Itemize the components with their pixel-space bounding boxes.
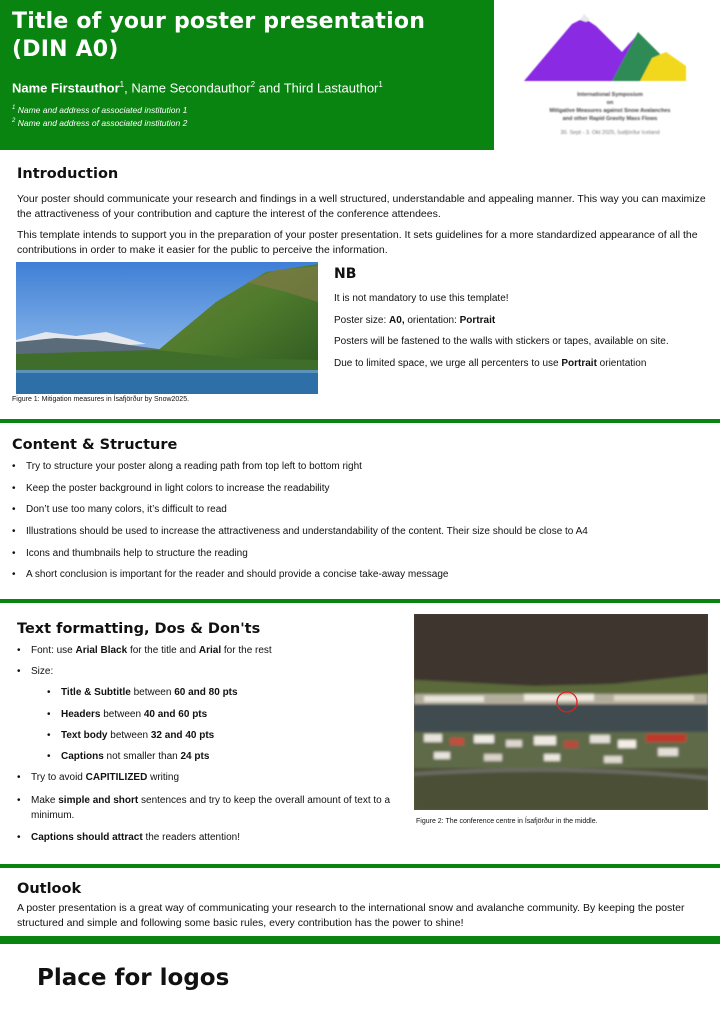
poster-header: [0, 0, 494, 150]
affiliations: [12, 103, 482, 129]
outlook-text: A poster presentation is a great way of communicating your research to the international snow and avalanche community. By keeping the poster structured and simple and following some basic rules, every contribution has the power to shine!: [17, 902, 685, 929]
text-formatting-section: [17, 621, 397, 852]
first-author: Name Firstauthor: [12, 80, 120, 96]
nb-line-2: Poster size: A0, orientation: Portrait: [334, 314, 496, 326]
outlook-section: [17, 881, 707, 931]
introduction-heading: Introduction: [17, 166, 119, 182]
list-item: • Headers between 40 and 60 pts: [47, 708, 397, 721]
list-item: • Try to avoid CAPITILIZED writing: [17, 771, 397, 784]
section-divider: [0, 419, 720, 423]
introduction-paragraph-2: This template intends to support you in the preparation of your poster presentation. It sets guidelines for a more standardized appearance of all the contributions in order to make it easier for the public to perceive the information.: [17, 229, 698, 256]
affiliation-2: $^2$ Name and address of associated institution 2: [12, 117, 188, 128]
size-sublist: [31, 686, 397, 763]
list-item: • Text body between 32 and 40 pts: [47, 729, 397, 742]
list-item: • Font: use Arial Black for the title and Arial for the rest: [17, 644, 397, 657]
list-item: • Illustrations should be used to increase the attractiveness and understandability of the content. Their size should be close to A4: [12, 525, 712, 538]
content-structure-heading: Content & Structure: [12, 437, 178, 453]
figure-1-caption: Figure 1: Mitigation measures in Ísafjörður by Snow2025.: [12, 396, 190, 403]
figure-2-caption: Figure 2: The conference centre in Ísafjörður in the middle.: [416, 818, 598, 825]
nb-line-3: Posters will be fastened to the walls with stickers or tapes, available on site.: [334, 336, 669, 347]
third-author: Third Lastauthor: [283, 80, 379, 96]
list-item: • Keep the poster background in light colors to increase the readability: [12, 482, 712, 495]
list-item: • Icons and thumbnails help to structure the reading: [12, 547, 712, 560]
introduction-section: [17, 166, 707, 258]
list-item: • Try to structure your poster along a reading path from top left to bottom right: [12, 460, 712, 473]
affiliation-1: $^1$ Name and address of associated institution 1: [12, 105, 188, 116]
outlook-heading: Outlook: [17, 881, 82, 897]
content-structure-list: [12, 460, 712, 581]
nb-heading: NB: [334, 266, 357, 282]
nb-line-4: Due to limited space, we urge all percenters to use Portrait orientation: [334, 357, 647, 369]
poster-title: Title of your poster presentation (DIN A0): [12, 9, 426, 62]
text-formatting-heading: Text formatting, Dos & Don'ts: [17, 621, 261, 637]
section-divider: [0, 599, 720, 603]
mountain-logo-icon: [520, 8, 700, 88]
list-item: • A short conclusion is important for the reader and should provide a concise take-away message: [12, 568, 712, 581]
logos-placeholder-heading: Place for logos: [37, 965, 230, 991]
list-item: • Title & Subtitle between 60 and 80 pts: [47, 686, 397, 699]
author-list: Name Firstauthor$^1$, Name Secondauthor$^2$ and Third Lastauthor$^1$: [12, 80, 383, 96]
section-divider: [0, 936, 720, 944]
list-item: • Make simple and short sentences and try to keep the overall amount of text to a minimum.: [17, 793, 397, 823]
nb-section: [334, 266, 714, 371]
figure-2-image: [414, 614, 708, 810]
second-author: Name Secondauthor: [131, 80, 251, 96]
list-item: • Captions should attract the readers attention!: [17, 831, 397, 844]
content-structure-section: [12, 437, 712, 590]
list-item: • Size: • Title & Subtitle between 60 and 80 pts • Headers between 40 and 60 pts • Text body between 32 and 40 pts • Captions not smaller than 24 pts: [17, 665, 397, 763]
section-divider: [0, 864, 720, 868]
nb-line-1: It is not mandatory to use this template!: [334, 293, 509, 304]
list-item: • Captions not smaller than 24 pts: [47, 750, 397, 763]
introduction-paragraph-1: Your poster should communicate your research and findings in a well structured, understandable and appealing manner. This way you can maximize the attractiveness of your contribution and capture the interest of the conference attendees.: [17, 193, 706, 220]
text-formatting-list: [17, 644, 397, 844]
figure-1-image: [16, 262, 318, 394]
conference-logo: International Symposium on Mitigative Measures against Snow Avalanches and other Rapid Gravity Mass Flows 30. Sept - 3. Okt 2025, Ísafjörður Iceland: [520, 8, 700, 148]
list-item: • Don’t use too many colors, it’s difficult to read: [12, 503, 712, 516]
